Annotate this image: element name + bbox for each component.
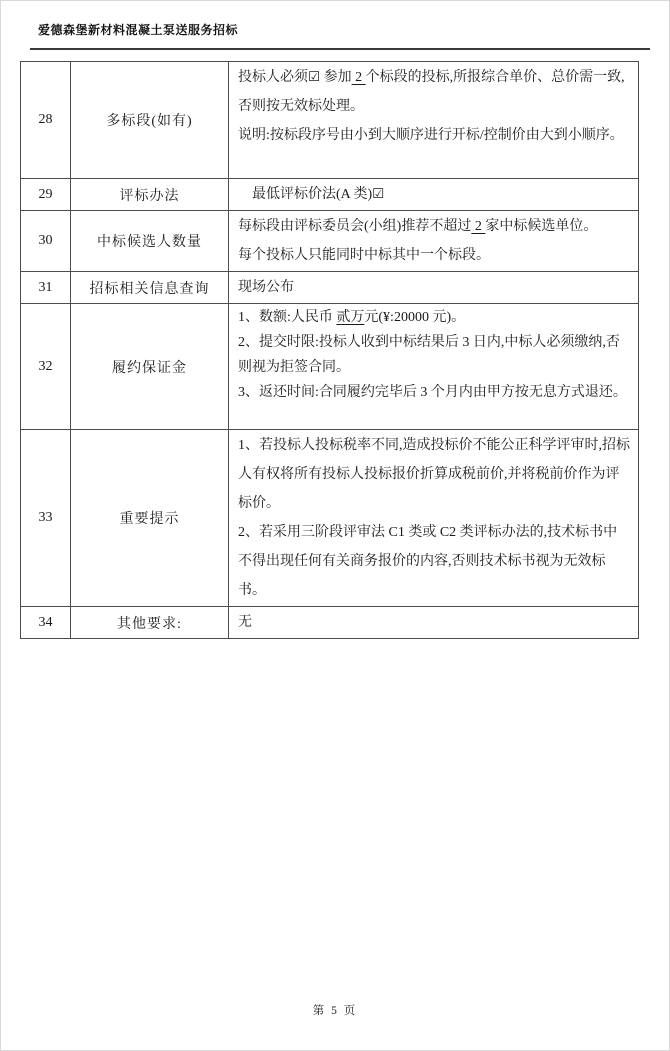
- table-row: [21, 211, 639, 272]
- text-segment: 个标段的投标,所报综合单价、总价需一致,否则按无效标处理。: [238, 70, 625, 114]
- row-content-cell: [229, 304, 639, 430]
- paragraph: [238, 608, 630, 637]
- table-row: [21, 272, 639, 304]
- paragraph: [238, 63, 630, 121]
- row-content-cell: [229, 211, 639, 272]
- text-segment: 1、数额:人民币: [238, 310, 337, 325]
- row-content-cell: [229, 179, 639, 211]
- text-segment: 现场公布: [238, 280, 294, 295]
- text-segment: 2: [351, 70, 366, 85]
- row-number-cell: 30: [21, 211, 71, 272]
- row-label-cell: 其他要求:: [71, 607, 229, 639]
- row-number-cell: 31: [21, 272, 71, 304]
- row-number-cell: 28: [21, 62, 71, 179]
- row-number-cell: 33: [21, 430, 71, 607]
- text-segment: 每标段由评标委员会(小组)推荐不超过: [238, 219, 472, 234]
- page-number: 第 5 页: [312, 1005, 358, 1017]
- table-row: [21, 304, 639, 430]
- text-segment: 2: [471, 219, 486, 234]
- row-content-cell: [229, 272, 639, 304]
- row-label-cell: 履约保证金: [71, 304, 229, 430]
- row-content-cell: [229, 430, 639, 607]
- paragraph: [238, 305, 630, 330]
- text-segment: 1、若投标人投标税率不同,造成投标价不能公正科学评审时,招标人有权将所有投标人投标报价折算成税前价,并将税前价作为评标价。: [238, 438, 630, 511]
- paragraph: [238, 121, 630, 150]
- row-content-cell: [229, 607, 639, 639]
- table-row: [21, 430, 639, 607]
- text-segment: 每个投标人只能同时中标其中一个标段。: [238, 248, 490, 263]
- text-segment: 投标人必须: [238, 70, 308, 85]
- text-segment: 无: [238, 615, 252, 630]
- paragraph: [238, 212, 630, 241]
- paragraph: [238, 241, 630, 270]
- text-segment: 说明:按标段序号由小到大顺序进行开标/控制价由大到小顺序。: [238, 128, 624, 143]
- text-segment: 元(¥:20000 元)。: [364, 310, 466, 325]
- paragraph: [238, 273, 630, 302]
- row-label-cell: 重要提示: [71, 430, 229, 607]
- text-segment: 最低评标价法(A 类): [238, 187, 373, 202]
- checkbox-checked-icon: ☑: [372, 186, 385, 202]
- paragraph: [238, 180, 630, 209]
- row-label-cell: 招标相关信息查询: [71, 272, 229, 304]
- table-row: [21, 62, 639, 179]
- row-number-cell: 32: [21, 304, 71, 430]
- paragraph: [238, 380, 630, 405]
- table-row: [21, 607, 639, 639]
- paragraph: [238, 518, 630, 605]
- text-segment: 贰万: [336, 310, 365, 325]
- row-label-cell: 多标段(如有): [71, 62, 229, 179]
- text-segment: 家中标候选单位。: [485, 219, 598, 234]
- document-header-title: 爱德森堡新材料混凝土泵送服务招标: [38, 23, 239, 37]
- row-number-cell: 29: [21, 179, 71, 211]
- row-content-cell: [229, 62, 639, 179]
- header-divider: [30, 48, 650, 50]
- row-number-cell: 34: [21, 607, 71, 639]
- tender-spec-table: [20, 61, 639, 639]
- text-segment: 3、返还时间:合同履约完毕后 3 个月内由甲方按无息方式退还。: [238, 385, 627, 400]
- spec-table-body: [21, 62, 639, 639]
- row-label-cell: 评标办法: [71, 179, 229, 211]
- paragraph: [238, 431, 630, 518]
- text-segment: 2、提交时限:投标人收到中标结果后 3 日内,中标人必须缴纳,否则视为拒签合同。: [238, 335, 620, 375]
- row-label-cell: 中标候选人数量: [71, 211, 229, 272]
- table-row: [21, 179, 639, 211]
- paragraph: [238, 330, 630, 380]
- checkbox-checked-icon: ☑: [308, 69, 321, 85]
- text-segment: 参加: [320, 70, 352, 85]
- text-segment: 2、若采用三阶段评审法 C1 类或 C2 类评标办法的,技术标书中不得出现任何有关商务报价的内容,否则技术标书视为无效标书。: [238, 525, 618, 598]
